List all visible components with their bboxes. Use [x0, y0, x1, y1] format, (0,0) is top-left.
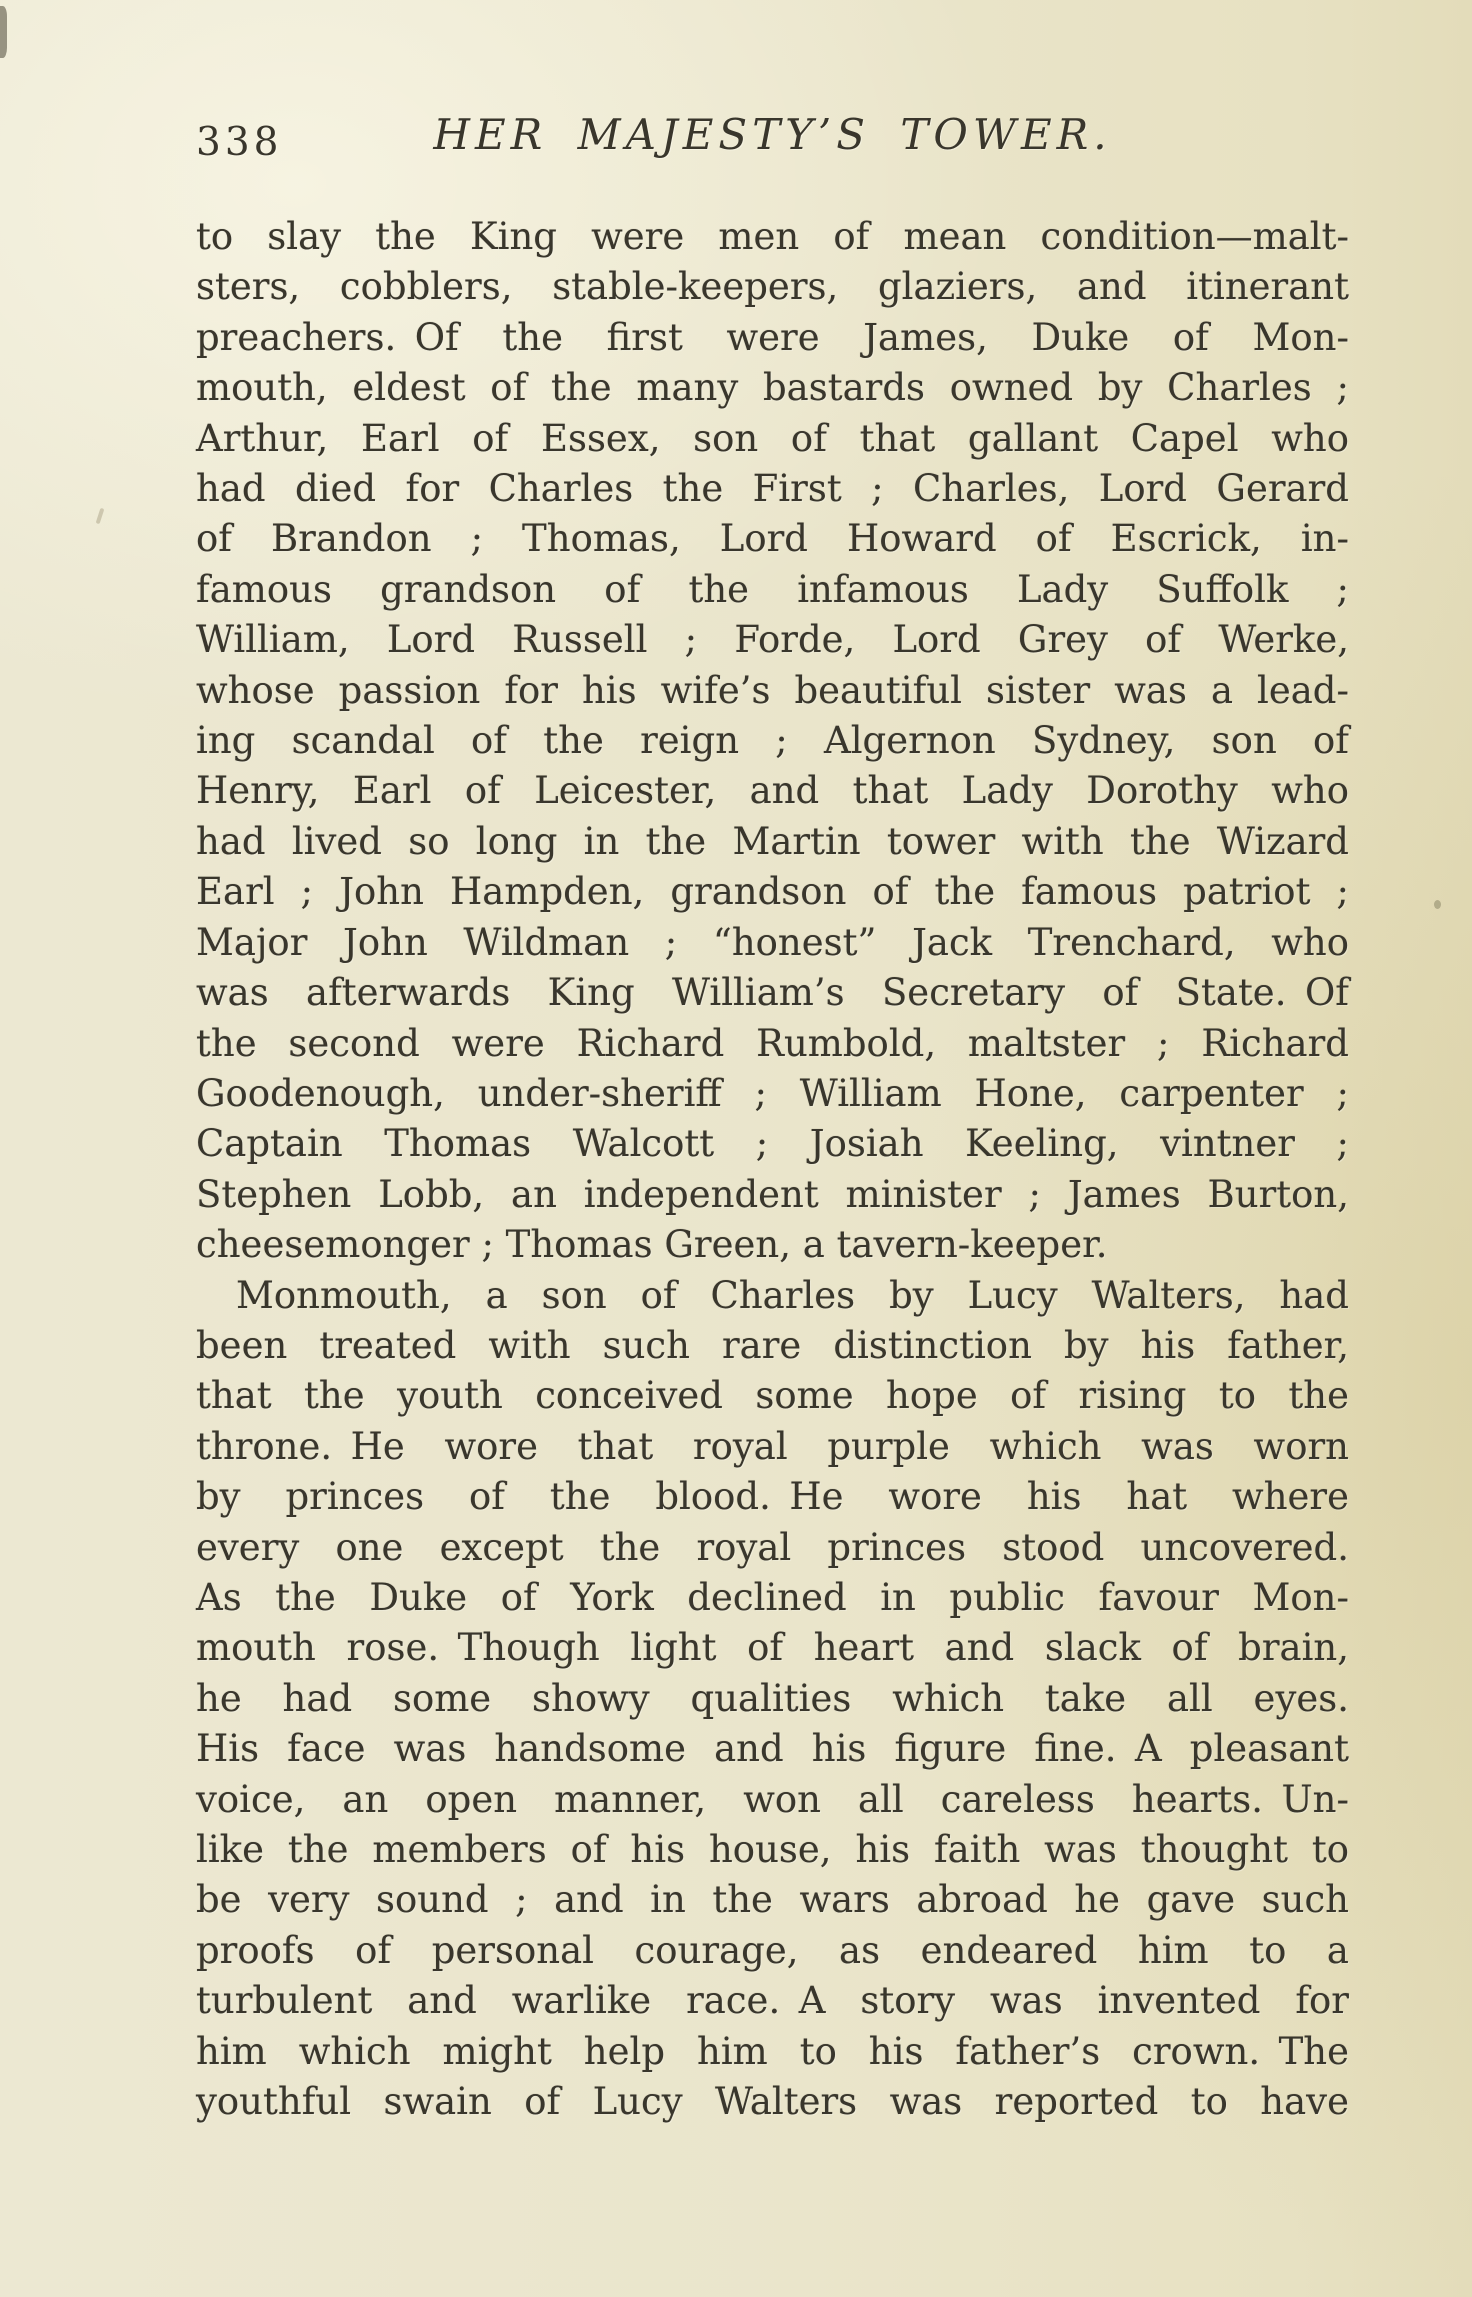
text-line: like the members of his house, his faith was thought to	[196, 1828, 1349, 1871]
paragraph	[196, 1271, 1349, 2128]
text-line: be very sound ; and in the wars abroad he gave such	[196, 1878, 1349, 1922]
text-line: was afterwards King William’s Secretary of State. Of	[196, 971, 1349, 1015]
paper-speck	[96, 508, 105, 524]
text-line: sters, cobblers, stable-keepers, glaziers, and itinerant	[196, 265, 1349, 309]
text-line: Goodenough, under-sheriff ; William Hone, carpenter ;	[196, 1071, 1349, 1115]
text-line: Stephen Lobb, an independent minister ; James Burton,	[196, 1172, 1349, 1216]
text-line: had died for Charles the First ; Charles, Lord Gerard	[196, 467, 1349, 511]
text-line: Major John Wildman ; “honest” Jack Trenchard, who	[196, 920, 1349, 964]
text-line: throne. He wore that royal purple which was worn	[196, 1424, 1349, 1468]
text-line: famous grandson of the infamous Lady Suffolk ;	[196, 567, 1349, 611]
running-header-title: HER MAJESTY’S TOWER.	[433, 110, 1112, 159]
text-line: Arthur, Earl of Essex, son of that gallant Capel who	[196, 416, 1349, 460]
text-line: mouth, eldest of the many bastards owned by Charles ;	[196, 366, 1349, 410]
paragraph	[196, 212, 1349, 1271]
text-line: of Brandon ; Thomas, Lord Howard of Escrick, in-	[196, 517, 1349, 561]
text-line: preachers. Of the first were James, Duke of Mon-	[196, 315, 1349, 359]
text-line: youthful swain of Lucy Walters was reported to have	[196, 2080, 1349, 2124]
text-line: His face was handsome and his figure fine. A pleasant	[196, 1727, 1349, 1771]
text-line: to slay the King were men of mean condition—malt-	[196, 215, 1349, 258]
text-block	[196, 212, 1349, 2127]
text-line: Monmouth, a son of Charles by Lucy Walters, had	[236, 1273, 1349, 1317]
scan-edge-artifact	[0, 6, 7, 58]
text-line: cheesemonger ; Thomas Green, a tavern-keeper.	[196, 1223, 1108, 1267]
text-line: whose passion for his wife’s beautiful sister was a lead-	[196, 668, 1349, 712]
text-line: As the Duke of York declined in public favour Mon-	[196, 1575, 1349, 1619]
text-line: Henry, Earl of Leicester, and that Lady Dorothy who	[196, 769, 1349, 813]
page-number: 338	[196, 120, 283, 165]
text-line: had lived so long in the Martin tower with the Wizard	[196, 819, 1349, 863]
text-line: been treated with such rare distinction by his father,	[196, 1323, 1349, 1367]
text-line: the second were Richard Rumbold, maltster ; Richard	[196, 1021, 1349, 1065]
text-line: mouth rose. Though light of heart and slack of brain,	[196, 1626, 1349, 1670]
text-line: Earl ; John Hampden, grandson of the famous patriot ;	[196, 870, 1349, 914]
text-line: by princes of the blood. He wore his hat where	[196, 1475, 1349, 1519]
text-line: ing scandal of the reign ; Algernon Sydney, son of	[196, 719, 1349, 763]
text-line: him which might help him to his father’s crown. The	[196, 2029, 1349, 2073]
text-line: proofs of personal courage, as endeared him to a	[196, 1928, 1349, 1972]
text-line: turbulent and warlike race. A story was invented for	[196, 1979, 1349, 2023]
text-line: Captain Thomas Walcott ; Josiah Keeling, vintner ;	[196, 1122, 1349, 1166]
text-line: voice, an open manner, won all careless hearts. Un-	[196, 1777, 1349, 1821]
text-line: that the youth conceived some hope of rising to the	[196, 1374, 1349, 1418]
paper-speck	[1434, 900, 1441, 909]
text-line: every one except the royal princes stood uncovered.	[196, 1525, 1349, 1569]
text-line: William, Lord Russell ; Forde, Lord Grey of Werke,	[196, 618, 1349, 662]
text-line: he had some showy qualities which take all eyes.	[196, 1676, 1349, 1720]
